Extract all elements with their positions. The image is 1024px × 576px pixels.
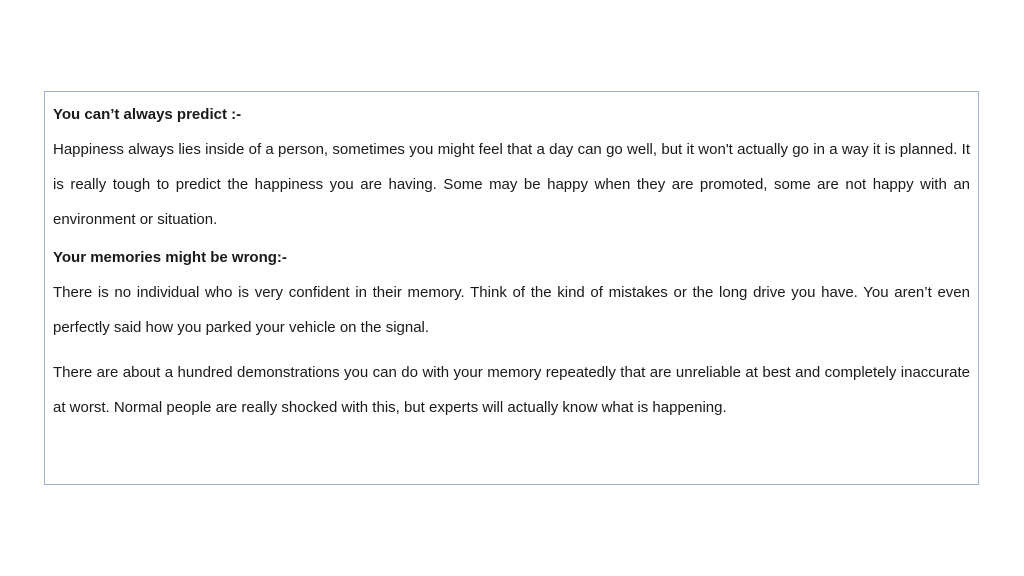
paragraph-memory-demonstrations: There are about a hundred demonstrations you can do with your memory repeatedly that are unreliable at best and completely inaccurate at worst. Normal people are really shocked with this, but experts will actually know what is happening. <box>53 364 970 416</box>
text-box <box>44 91 979 485</box>
paragraph-happiness: Happiness always lies inside of a person, sometimes you might feel that a day can go well, but it won't actually go in a way it is planned. It is really tough to predict the happiness you are having. Some may be happy when they are promoted, some are not happy with an environment or situation. <box>53 141 970 228</box>
paragraph-memory-confidence: There is no individual who is very confident in their memory. Think of the kind of mistakes or the long drive you have. You aren’t even perfectly said how you parked your vehicle on the signal. <box>53 284 970 336</box>
section-heading-predict: You can’t always predict :- <box>53 106 242 123</box>
section-heading-memories: Your memories might be wrong:- <box>53 249 287 266</box>
